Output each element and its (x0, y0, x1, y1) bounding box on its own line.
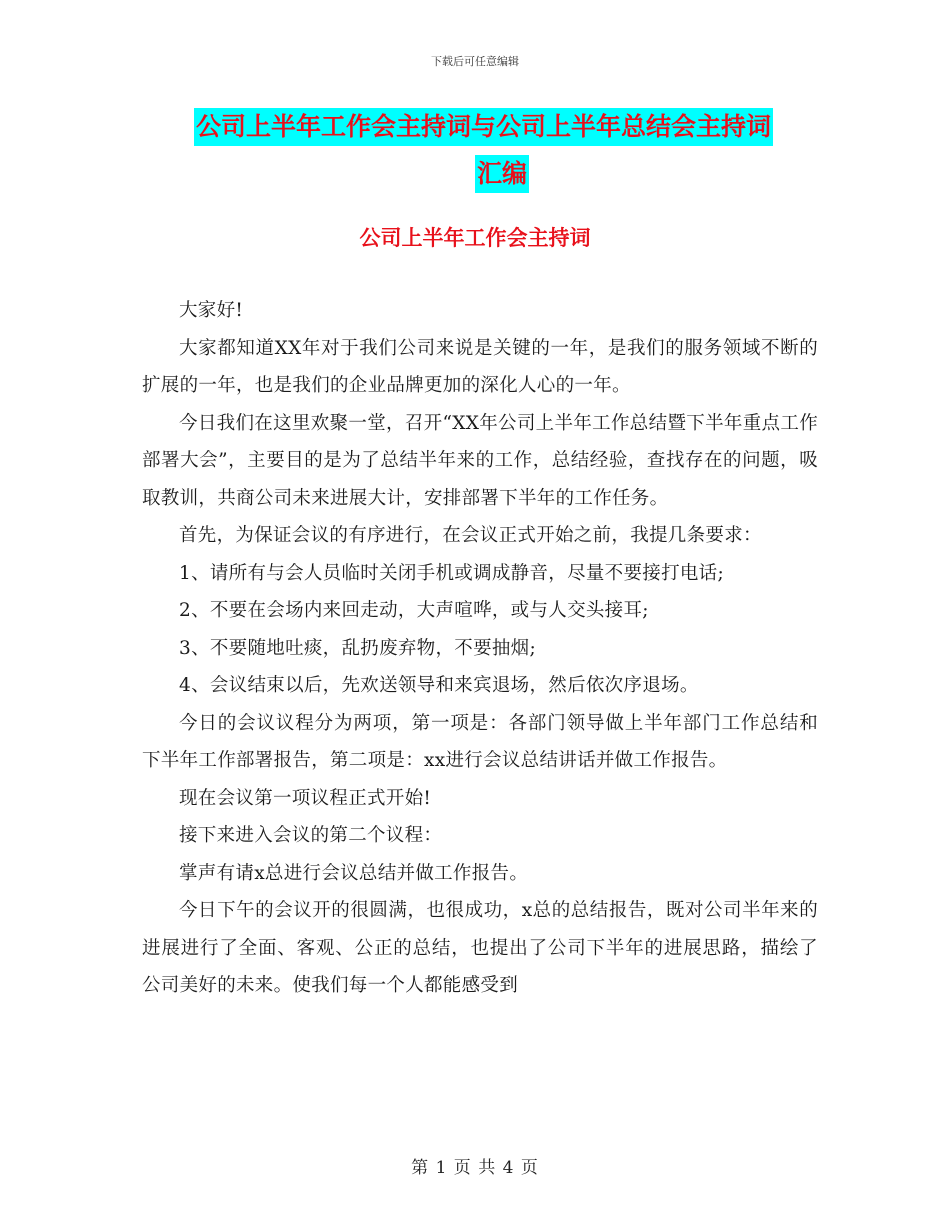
title-line-1: 公司上半年工作会主持词与公司上半年总结会主持词 (194, 108, 773, 146)
paragraph: 今日我们在这里欢聚一堂，召开“XX年公司上半年工作总结暨下半年重点工作部署大会”，主要目的是为了总结半年来的工作，总结经验，查找存在的问题，吸取教训，共商公司未来进展大计，安排部署下半年的工作任务。 (142, 412, 818, 509)
section-subtitle: 公司上半年工作会主持词 (359, 226, 591, 250)
list-item: 4、会议结束以后，先欢送领导和来宾退场，然后依次序退场。 (179, 675, 699, 696)
title-line-2: 汇编 (475, 155, 529, 193)
paragraph: 首先，为保证会议的有序进行，在会议正式开始之前，我提几条要求： (179, 525, 762, 546)
paragraph: 掌声有请x总进行会议总结并做工作报告。 (179, 862, 529, 884)
paragraph: 接下来进入会议的第二个议程： (179, 825, 443, 846)
paragraph: 大家都知道XX年对于我们公司来说是关键的一年，是我们的服务领域不断的扩展的一年，也是我们的企业品牌更加的深化人心的一年。 (142, 337, 818, 396)
header-note: 下载后可任意编辑 (431, 55, 519, 68)
paragraph: 今日的会议议程分为两项，第一项是：各部门领导做上半年部门工作总结和下半年工作部署报告，第二项是：xx进行会议总结讲话并做工作报告。 (142, 712, 818, 771)
paragraph: 今日下午的会议开的很圆满，也很成功，x总的总结报告，既对公司半年来的进展进行了全面、客观、公正的总结，也提出了公司下半年的进展思路，描绘了公司美好的未来。使我们每一个人都能感受到 (142, 900, 818, 996)
paragraph: 大家好! (179, 300, 244, 321)
body-text (142, 292, 818, 1005)
list-item: 1、请所有与会人员临时关闭手机或调成静音，尽量不要接打电话; (179, 562, 725, 584)
paragraph: 现在会议第一项议程正式开始! (179, 787, 432, 809)
list-item: 3、不要随地吐痰，乱扔废弃物，不要抽烟; (179, 637, 537, 659)
page-footer: 第 1 页 共 4 页 (411, 1158, 539, 1178)
list-item: 2、不要在会场内来回走动，大声喧哗，或与人交头接耳; (179, 600, 649, 621)
